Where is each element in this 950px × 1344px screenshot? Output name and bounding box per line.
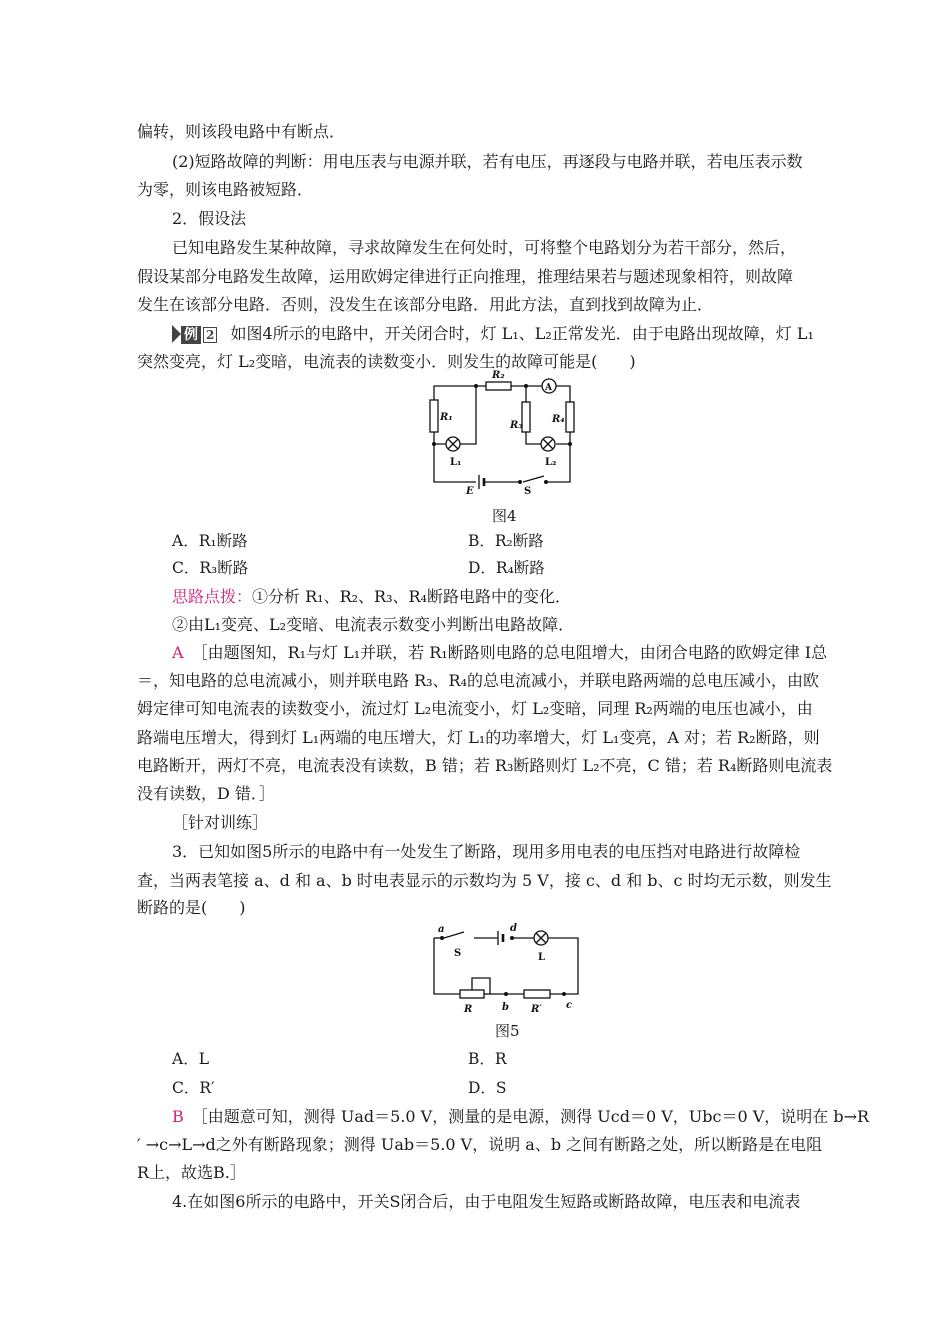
ammeter-label: A bbox=[545, 383, 552, 393]
q2-option-c: C．R₃断路 bbox=[172, 559, 249, 577]
section-heading: 2．假设法 bbox=[172, 209, 247, 228]
fig4-label-r1: R₁ bbox=[440, 412, 453, 423]
figure-4-caption: 图4 bbox=[492, 507, 517, 525]
fig5-label-c: c bbox=[566, 1000, 573, 1011]
example-marker-icon bbox=[172, 325, 181, 343]
text-line: R上，故选B.］ bbox=[137, 1163, 246, 1182]
fig5-label-d: d bbox=[510, 923, 517, 934]
answer-line bbox=[172, 641, 882, 665]
text-line: ′ →c→L→d之外有断路现象；测得 Uab＝5.0 V，说明 a、b 之间有断路之处，所以断路是在电阻 bbox=[137, 1135, 823, 1154]
circuit-figure-4 bbox=[420, 370, 590, 500]
fig4-label-r4: R₄ bbox=[552, 414, 565, 425]
text-line: ②由L₁变亮、L₂变暗、电流表示数变小判断出电路故障． bbox=[172, 615, 575, 634]
fig5-label-b: b bbox=[502, 1002, 509, 1013]
section-heading: ［针对训练］ bbox=[172, 813, 269, 832]
hint-line bbox=[172, 585, 882, 609]
q3-option-c: C．R′ bbox=[172, 1079, 215, 1097]
example-line bbox=[172, 322, 882, 346]
fig5-label-s: S bbox=[454, 948, 462, 959]
hint-text: ①分析 R₁、R₂、R₃、R₄断路电路中的变化． bbox=[252, 587, 571, 606]
text-line: 突然变亮，灯 L₂变暗，电流表的读数变小．则发生的故障可能是( ) bbox=[137, 352, 636, 371]
text-line: 姆定律可知电流表的读数变小，流过灯 L₂电流变小，灯 L₂变暗，同理 R₂两端的电压也减小，由 bbox=[137, 699, 813, 718]
fig5-label-rprime: R′ bbox=[531, 1004, 542, 1015]
text-line: 发生在该部分电路．否则，没发生在该部分电路．用此方法，直到找到故障为止． bbox=[137, 295, 714, 314]
q3-option-a: A．L bbox=[172, 1050, 209, 1068]
q2-option-b: B．R₂断路 bbox=[468, 532, 544, 550]
circuit-figure-5 bbox=[428, 922, 588, 1018]
q3-option-d: D．S bbox=[468, 1079, 507, 1097]
text-line: 已知电路发生某种故障，寻求故障发生在何处时，可将整个电路划分为若干部分，然后， bbox=[172, 238, 797, 257]
text-line: 为零，则该电路被短路． bbox=[137, 180, 314, 199]
fig4-label-s: S bbox=[524, 486, 532, 497]
fig5-label-r: R bbox=[464, 1004, 473, 1015]
fig5-label-a: a bbox=[438, 924, 445, 935]
text-line: 3．已知如图5所示的电路中有一处发生了断路，现用多用电表的电压挡对电路进行故障检 bbox=[172, 842, 801, 861]
text-line: 假设某部分电路发生故障，运用欧姆定律进行正向推理，推理结果若与题述现象相符，则故障 bbox=[137, 267, 794, 286]
fig4-label-e: E bbox=[466, 486, 474, 497]
text-line: 没有读数，D 错．］ bbox=[137, 784, 275, 803]
q2-option-d: D．R₄断路 bbox=[468, 559, 545, 577]
fig4-label-l2: L₂ bbox=[545, 457, 557, 468]
example-text: 如图4所示的电路中，开关闭合时，灯 L₁、L₂正常发光．由于电路出现故障，灯 L₁ bbox=[230, 324, 814, 343]
text-line: ＝，知电路的总电流减小，则并联电路 R₃、R₄的总电流减小，并联电路两端的总电压减小，由欧 bbox=[137, 671, 820, 690]
text-line: 电路断开，两灯不亮，电流表没有读数，B 错；若 R₃断路则灯 L₂不亮，C 错；若 R₄断路则电流表 bbox=[137, 756, 833, 775]
q3-option-b: B．R bbox=[468, 1050, 507, 1068]
text-line: 偏转，则该段电路中有断点． bbox=[137, 122, 346, 141]
hint-label: 思路点拨： bbox=[172, 587, 253, 606]
example-badge: 例 bbox=[181, 326, 201, 344]
text-line: 路端电压增大，得到灯 L₁两端的电压增大，灯 L₁的功率增大，灯 L₁变亮，A 对；若 R₂断路，则 bbox=[137, 728, 820, 747]
fig4-label-l1: L₁ bbox=[450, 457, 462, 468]
fig4-label-r3: R₃ bbox=[510, 420, 523, 431]
example-number: 2 bbox=[203, 327, 217, 343]
q2-option-a: A．R₁断路 bbox=[172, 532, 248, 550]
fig5-label-l: L bbox=[538, 952, 546, 963]
text-line: 4.在如图6所示的电路中，开关S闭合后，由于电阻发生短路或断路故障，电压表和电流表 bbox=[172, 1192, 801, 1211]
text-line: 断路的是( ) bbox=[137, 898, 246, 917]
fig4-label-r2: R₂ bbox=[492, 370, 505, 381]
answer-q3: B bbox=[172, 1107, 184, 1126]
answer-text: ［由题意可知，测得 Uad＝5.0 V，测量的是电源，测得 Ucd＝0 V，Ubc＝0 V，说明在 b→R bbox=[191, 1107, 870, 1126]
text-line: 查，当两表笔接 a、d 和 a、b 时电表显示的示数均为 5 V，接 c、d 和 b、c 时均无示数，则发生 bbox=[137, 871, 832, 890]
answer-line bbox=[172, 1105, 882, 1129]
answer-q2: A bbox=[172, 643, 184, 662]
answer-text: ［由题图知，R₁与灯 L₁并联，若 R₁断路则电路的总电阻增大，由闭合电路的欧姆定律 I总 bbox=[191, 643, 828, 662]
figure-5-caption: 图5 bbox=[495, 1022, 520, 1040]
text-line: (2)短路故障的判断：用电压表与电源并联，若有电压，再逐段与电路并联，若电压表示数 bbox=[172, 152, 803, 171]
